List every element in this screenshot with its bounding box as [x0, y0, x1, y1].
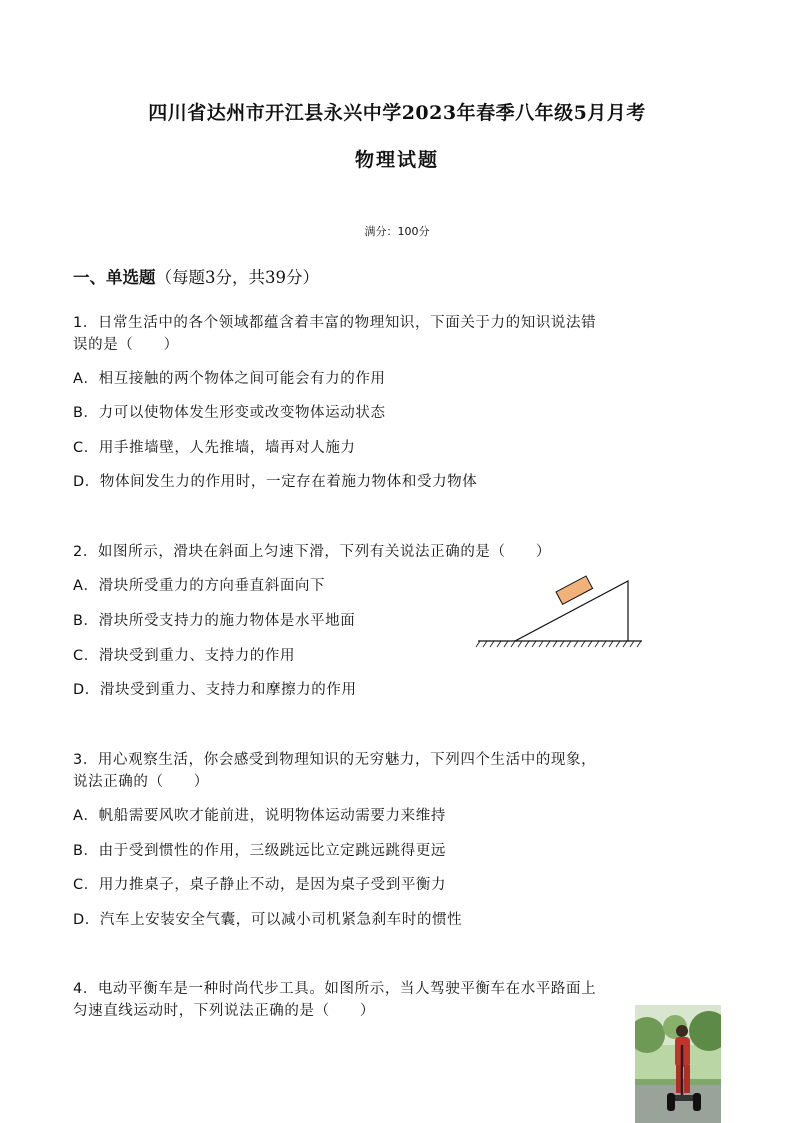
sliding-block [556, 576, 593, 604]
q3-option-d: D．汽车上安装安全气囊，可以减小司机紧急刹车时的惯性 [73, 912, 463, 928]
document-subtitle: 物理试题 [354, 149, 439, 171]
ground-hatching [476, 641, 641, 647]
q3-stem-line2: 说法正确的（ ） [73, 774, 209, 790]
incline-diagram [475, 575, 645, 650]
section-title: 一、单选题 [73, 268, 156, 287]
section-heading [73, 264, 319, 288]
q2-option-c: C．滑块受到重力、支持力的作用 [73, 648, 296, 664]
q2-option-b: B．滑块所受支持力的施力物体是水平地面 [73, 613, 356, 629]
full-score: 满分：100分 [364, 225, 430, 238]
q1-stem-line1: 1．日常生活中的各个领域都蕴含着丰富的物理知识，下面关于力的知识说法错 [73, 315, 597, 331]
q3-option-b: B．由于受到惯性的作用，三级跳远比立定跳远跳得更远 [73, 843, 446, 859]
q1-stem-line2: 误的是（ ） [73, 337, 179, 353]
q1-option-c: C．用手推墙壁，人先推墙，墙再对人施力 [73, 440, 356, 456]
balance-scooter-photo [635, 1005, 721, 1123]
q1-option-d: D．物体间发生力的作用时，一定存在着施力物体和受力物体 [73, 474, 478, 490]
document-title: 四川省达州市开江县永兴中学2023年春季八年级5月月考 [148, 102, 646, 124]
q2-option-d: D．滑块受到重力、支持力和摩擦力的作用 [73, 682, 357, 698]
q4-stem-line1: 4．电动平衡车是一种时尚代步工具。如图所示，当人驾驶平衡车在水平路面上 [73, 981, 597, 997]
q2-option-a: A．滑块所受重力的方向垂直斜面向下 [73, 578, 326, 594]
section-note: （每题3分，共39分） [155, 268, 319, 287]
q2-stem-line1: 2．如图所示，滑块在斜面上匀速下滑，下列有关说法正确的是（ ） [73, 544, 551, 560]
q1-option-a: A．相互接触的两个物体之间可能会有力的作用 [73, 371, 386, 387]
q3-option-c: C．用力推桌子，桌子静止不动，是因为桌子受到平衡力 [73, 877, 447, 893]
q3-stem-line1: 3．用心观察生活，你会感受到物理知识的无穷魅力，下列四个生活中的现象， [73, 752, 597, 768]
q3-option-a: A．帆船需要风吹才能前进，说明物体运动需要力来维持 [73, 808, 446, 824]
q1-option-b: B．力可以使物体发生形变或改变物体运动状态 [73, 405, 386, 421]
q4-stem-line2: 匀速直线运动时，下列说法正确的是（ ） [73, 1003, 375, 1019]
